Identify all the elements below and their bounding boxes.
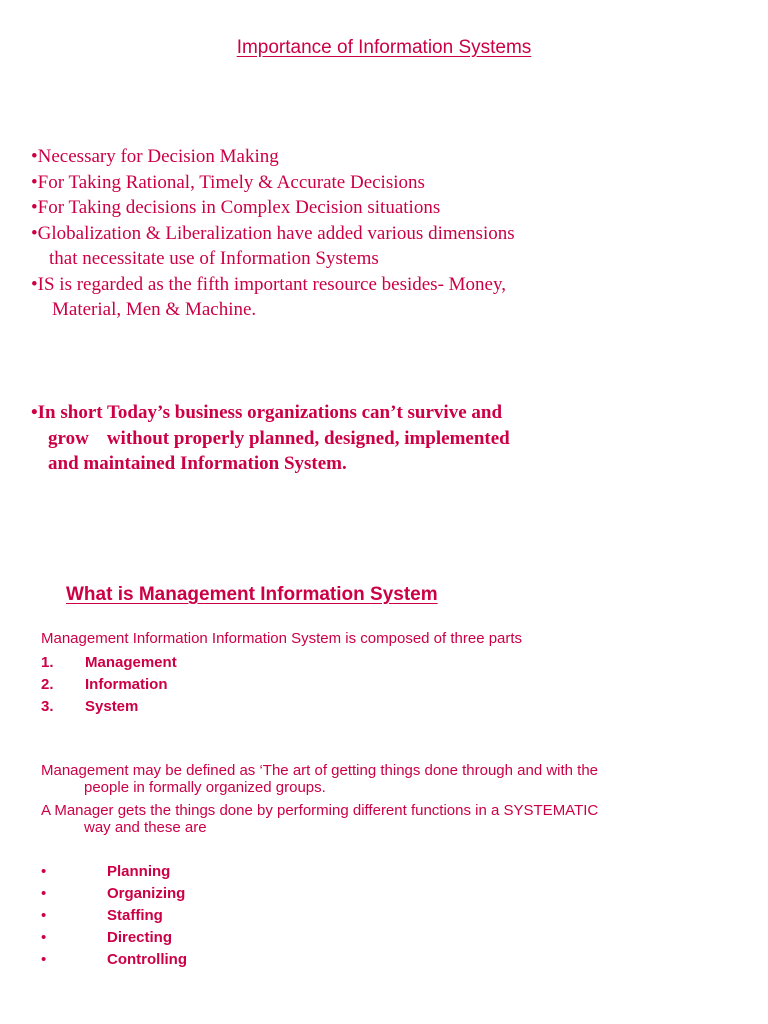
- bullet-icon: •: [41, 929, 47, 946]
- function-planning: Planning: [107, 863, 171, 880]
- manager-functions-intro: [41, 802, 598, 836]
- list-number: 2.: [41, 676, 54, 693]
- bullet-globalization: •Globalization & Liberalization have added various dimensions: [31, 222, 515, 244]
- list-item: [41, 949, 187, 971]
- function-staffing: Staffing: [107, 907, 163, 924]
- bullet-decision-making: •Necessary for Decision Making: [31, 146, 279, 167]
- bullet-icon: •: [41, 951, 47, 968]
- function-controlling: Controlling: [107, 951, 187, 968]
- list-label: System: [85, 698, 139, 715]
- bullet-fifth-resource: •IS is regarded as the fifth important resource besides- Money,: [31, 273, 506, 295]
- bullet-complex-decisions: •For Taking decisions in Complex Decision situations: [31, 197, 441, 218]
- mis-intro-text: Management Information Information System is composed of three parts: [41, 630, 523, 647]
- importance-bullet-list: [31, 144, 515, 323]
- summary-line-2: [31, 426, 510, 452]
- manager-line-2: way and these are: [84, 819, 207, 836]
- mis-heading: What is Management Information System: [66, 584, 438, 605]
- summary-line-2b: without properly planned, designed, implemented: [106, 427, 510, 449]
- list-item: [41, 905, 187, 927]
- summary-line-1: •In short Today’s business organizations can’t survive and: [31, 402, 503, 423]
- list-item: [41, 861, 187, 883]
- bullet-icon: •: [41, 907, 47, 924]
- list-item: [41, 883, 187, 905]
- list-label: Management: [85, 654, 177, 671]
- list-item: [41, 696, 177, 718]
- list-label: Information: [85, 676, 168, 693]
- management-functions-list: [41, 861, 187, 971]
- page-title: Importance of Information Systems: [236, 37, 532, 58]
- list-item: [41, 927, 187, 949]
- function-directing: Directing: [107, 929, 173, 946]
- list-number: 3.: [41, 698, 54, 715]
- summary-statement: [31, 400, 510, 477]
- summary-line-3: and maintained Information System.: [48, 453, 347, 474]
- list-number: 1.: [41, 654, 54, 671]
- summary-line-2a: grow: [48, 427, 89, 449]
- manager-line-1: A Manager gets the things done by performing different functions in a SYSTEMATIC: [41, 802, 599, 819]
- bullet-icon: •: [41, 885, 47, 902]
- mis-parts-list: [41, 652, 177, 718]
- bullet-icon: •: [41, 863, 47, 880]
- management-definition: [41, 762, 598, 796]
- list-item: [41, 652, 177, 674]
- definition-line-1: Management may be defined as ‘The art of getting things done through and with the: [41, 762, 599, 779]
- bullet-rational-decisions: •For Taking Rational, Timely & Accurate Decisions: [31, 171, 425, 193]
- definition-line-2: people in formally organized groups.: [84, 779, 326, 796]
- bullet-fifth-resource-continued: Material, Men & Machine.: [52, 299, 257, 320]
- list-item: [41, 674, 177, 696]
- function-organizing: Organizing: [107, 885, 186, 902]
- bullet-globalization-continued: that necessitate use of Information Systems: [49, 248, 379, 269]
